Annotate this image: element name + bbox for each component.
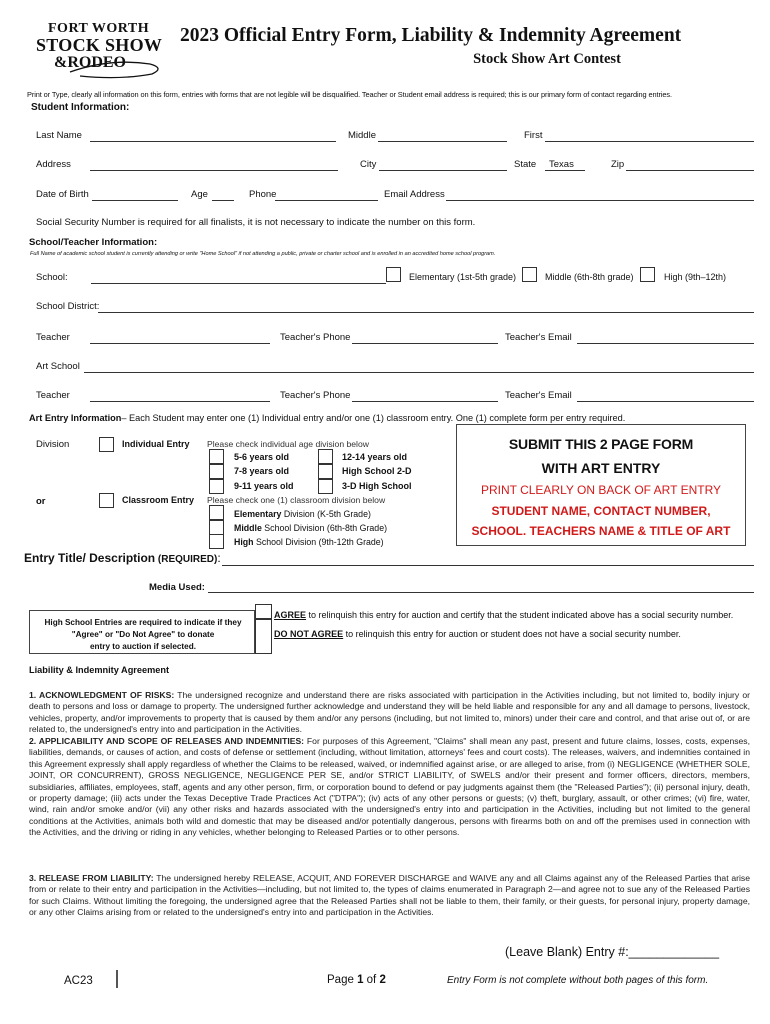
entry-number-field[interactable]: (Leave Blank) Entry #:_____________ <box>505 945 720 959</box>
submit-line-2: WITH ART ENTRY <box>541 460 661 476</box>
form-code: AC23 <box>64 975 93 987</box>
address-field[interactable] <box>90 170 338 171</box>
liability-title: Liability & Indemnity Agreement <box>29 665 170 675</box>
hs-3d-checkbox[interactable] <box>318 479 333 494</box>
cls-high-label: High School Division (9th-12th Grade) <box>234 537 384 547</box>
ssn-note: Social Security Number is required for all finalists, it is not necessary to indicate the number on this form. <box>36 217 476 228</box>
cls-elementary-label: Elementary Division (K-5th Grade) <box>234 509 371 519</box>
cls-high-checkbox[interactable] <box>209 534 224 549</box>
middle-field[interactable] <box>378 141 507 142</box>
age-label: Age <box>191 189 208 200</box>
submit-notice-box <box>456 424 746 546</box>
school-district-label: School District: <box>36 301 100 312</box>
school-note: Full Name of academic school student is currently attending or write "Home School" if not attending a public, private or charter school and is enrolled in an accredited home school program. <box>30 251 496 257</box>
paragraph-release: 3. RELEASE FROM LIABILITY: The undersigned hereby RELEASE, ACQUIT, AND FOREVER DISCHARGE and WAIVE any and all Claims against any of the Released Parties that arise from or relate to their entry and participation in the Activities—including, but not limited to, the types of claims enumerated in Paragraph 2—and agree not to sue any of the Released Parties for such Claims. Without limiting the foregoing, the undersigned agree that the Released Parties shall not be liable to them, their family, or their guests, for personal injury, property damage, or any other Claims arising from or related to the undersigned's entry into and participation in the Activities. <box>29 873 750 918</box>
city-field[interactable] <box>379 170 507 171</box>
school-district-field[interactable] <box>98 312 754 313</box>
teacher-phone-field[interactable] <box>352 343 498 344</box>
high-school-label: High (9th–12th) <box>664 272 727 282</box>
classroom-entry-checkbox[interactable] <box>99 493 114 508</box>
agree-checkbox[interactable] <box>255 604 272 619</box>
age-9-11-label: 9-11 years old <box>234 481 294 491</box>
media-used-label: Media Used: <box>149 582 205 593</box>
teacher-label: Teacher <box>36 332 70 343</box>
age-9-11-checkbox[interactable] <box>209 479 224 494</box>
or-label: or <box>36 496 46 507</box>
art-teacher-phone-field[interactable] <box>352 401 498 402</box>
teacher-field[interactable] <box>90 343 270 344</box>
logo-line-3: &RODEO <box>54 54 126 71</box>
city-label: City <box>360 159 377 170</box>
individual-entry-checkbox[interactable] <box>99 437 114 452</box>
email-field[interactable] <box>446 200 754 201</box>
zip-field[interactable] <box>626 170 754 171</box>
age-7-8-checkbox[interactable] <box>209 464 224 479</box>
auction-box-line-2: "Agree" or "Do Not Agree" to donate <box>71 630 215 639</box>
art-teacher-email-field[interactable] <box>577 401 754 402</box>
footer-note: Entry Form is not complete without both pages of this form. <box>447 975 709 986</box>
paragraph-applicability: 2. APPLICABILITY AND SCOPE OF RELEASES AND INDEMNITIES: For purposes of this Agreement, "Claims" shall mean any past, present and future claims, losses, costs, expenses, liabilities, demands, or causes of action, and costs of defense or settlement (including, without limitation, attorneys' fees and court costs). The releases, waivers, and indemnities contained in this Agreement expressly shall apply regardless of whether the Claims to be released, waived, or indemnified against arise, or are alleged to arise, from (i) NEGLIGENCE (WHETHER SOLE, JOINT, OR CONCURRENT), GROSS NEGLIGENCE, NEGLIGENCE PER SE, and/or STRICT LIABILITY, of SWELS and/or their present and former officers, directors, members, subsidiaries, affiliates, employees, staff, agents and any other person, firm, or corporation bound to defend or pay judgments against them (the "Released Parties"); (ii) personal injury, death, or property damage; (iii) acts under the Texas Deceptive Trade Practices Act ("DTPA"); (iv) acts of any other persons or guests; (v) theft, burglary, assault, or other crimes; (vi) fire, water, wind, rain and/or smoke and/or (vii) any other risks and hazards associated with the undersigned's entry into and participation in the Activities, including but not limited to the general conditions at the Activities, animals both wild and domestic that may be diseased and/or potentially dangerous, persons with firearms both on and off the premises used in connection with the Activities, and the driving or riding in any vehicles, whether belonging to Released Parties or to other persons. <box>29 736 750 838</box>
page-subtitle: Stock Show Art Contest <box>473 51 621 67</box>
state-label: State <box>514 159 537 170</box>
phone-label: Phone <box>249 189 277 200</box>
auction-info-box <box>29 610 255 654</box>
age-field[interactable] <box>212 200 234 201</box>
do-not-agree-checkbox[interactable] <box>255 619 272 654</box>
logo-line-2: STOCK SHOW <box>36 35 163 55</box>
cls-middle-label: Middle School Division (6th-8th Grade) <box>234 523 388 533</box>
dob-field[interactable] <box>92 200 178 201</box>
teacher-email-label: Teacher's Email <box>505 332 572 343</box>
last-name-label: Last Name <box>36 130 82 141</box>
auction-box-line-1: High School Entries are required to indicate if they <box>44 618 242 627</box>
individual-instructions: Please check individual age division below <box>207 439 369 449</box>
art-school-label: Art School <box>36 361 80 372</box>
cls-middle-checkbox[interactable] <box>209 520 224 535</box>
state-field[interactable]: Texas <box>545 160 585 171</box>
age-5-6-checkbox[interactable] <box>209 449 224 464</box>
email-label: Email Address <box>384 189 445 200</box>
auction-box-line-3: entry to auction if selected. <box>89 642 196 651</box>
address-label: Address <box>36 159 71 170</box>
school-label: School: <box>36 272 68 283</box>
hs-3d-label: 3-D High School <box>342 481 412 491</box>
school-section-title: School/Teacher Information: <box>29 237 158 248</box>
classroom-entry-label: Classroom Entry <box>122 495 195 505</box>
age-12-14-label: 12-14 years old <box>342 452 408 462</box>
age-12-14-checkbox[interactable] <box>318 449 333 464</box>
media-used-field[interactable] <box>208 592 754 593</box>
art-teacher-email-label: Teacher's Email <box>505 390 572 401</box>
agree-text: AGREE to relinquish this entry for auction and certify that the student indicated above has a social security number. <box>274 610 734 620</box>
classroom-instructions: Please check one (1) classroom division below <box>207 495 386 505</box>
logo-line-1: FORT WORTH <box>48 21 150 36</box>
art-teacher-label: Teacher <box>36 390 70 401</box>
hs-2d-checkbox[interactable] <box>318 464 333 479</box>
art-entry-heading: Art Entry Information– Each Student may enter one (1) Individual entry and/or one (1) classroom entry. One (1) complete form per entry required. <box>29 413 626 423</box>
high-school-checkbox[interactable] <box>640 267 655 282</box>
instructions: Print or Type, clearly all information on this form, entries with forms that are not legible will be disqualified. Teacher or Student email address is required; this is our primary form of contact regarding entries. <box>27 90 672 99</box>
submit-line-3: PRINT CLEARLY ON BACK OF ART ENTRY <box>480 483 722 497</box>
art-teacher-field[interactable] <box>90 401 270 402</box>
art-teacher-phone-label: Teacher's Phone <box>280 390 351 401</box>
submit-line-4: STUDENT NAME, CONTACT NUMBER, <box>491 504 711 518</box>
first-label: First <box>524 130 543 141</box>
school-field[interactable] <box>91 283 386 284</box>
page-number: Page 1 of 2 <box>327 974 386 986</box>
last-name-field[interactable] <box>90 141 336 142</box>
art-school-field[interactable] <box>84 372 754 373</box>
paragraph-acknowledgment: 1. ACKNOWLEDGMENT OF RISKS: The undersigned recognize and understand there are risks associated with participation in the Activities including, but not limited to, bodily injury or death to persons and loss or damage to property. The undersigned further acknowledge and understand they will be held liable and responsible for any and all damage to persons, livestock, vehicles, property, and/or improvements to property that is caused by them and/or any persons (including, but not limited to, minors) under their care and control, and that arise out of, or are related to, the undersigned's entry into and participation in the Activities. <box>29 690 750 735</box>
middle-school-checkbox[interactable] <box>522 267 537 282</box>
entry-title-label: Entry Title/ Description (REQUIRED): <box>24 551 221 565</box>
first-field[interactable] <box>545 141 754 142</box>
elementary-label: Elementary (1st-5th grade) <box>409 272 517 282</box>
zip-label: Zip <box>611 159 625 170</box>
footer-divider <box>116 970 118 988</box>
student-section-title: Student Information: <box>31 102 130 113</box>
hs-2d-label: High School 2-D <box>342 466 412 476</box>
dob-label: Date of Birth <box>36 189 89 200</box>
entry-title-field[interactable] <box>222 565 754 566</box>
teacher-phone-label: Teacher's Phone <box>280 332 351 343</box>
phone-field[interactable] <box>275 200 378 201</box>
submit-line-1: SUBMIT THIS 2 PAGE FORM <box>508 436 694 452</box>
division-label: Division <box>36 439 70 450</box>
age-7-8-label: 7-8 years old <box>234 466 290 476</box>
submit-line-5: SCHOOL. TEACHERS NAME & TITLE OF ART <box>471 524 731 538</box>
individual-entry-label: Individual Entry <box>122 439 190 449</box>
middle-label: Middle <box>348 130 376 141</box>
page-title: 2023 Official Entry Form, Liability & Indemnity Agreement <box>180 25 682 46</box>
cls-elementary-checkbox[interactable] <box>209 505 224 520</box>
do-not-agree-text: DO NOT AGREE to relinquish this entry for auction or student does not have a social security number. <box>274 629 681 639</box>
teacher-email-field[interactable] <box>577 343 754 344</box>
elementary-checkbox[interactable] <box>386 267 401 282</box>
middle-school-label: Middle (6th-8th grade) <box>545 272 634 282</box>
age-5-6-label: 5-6 years old <box>234 452 290 462</box>
